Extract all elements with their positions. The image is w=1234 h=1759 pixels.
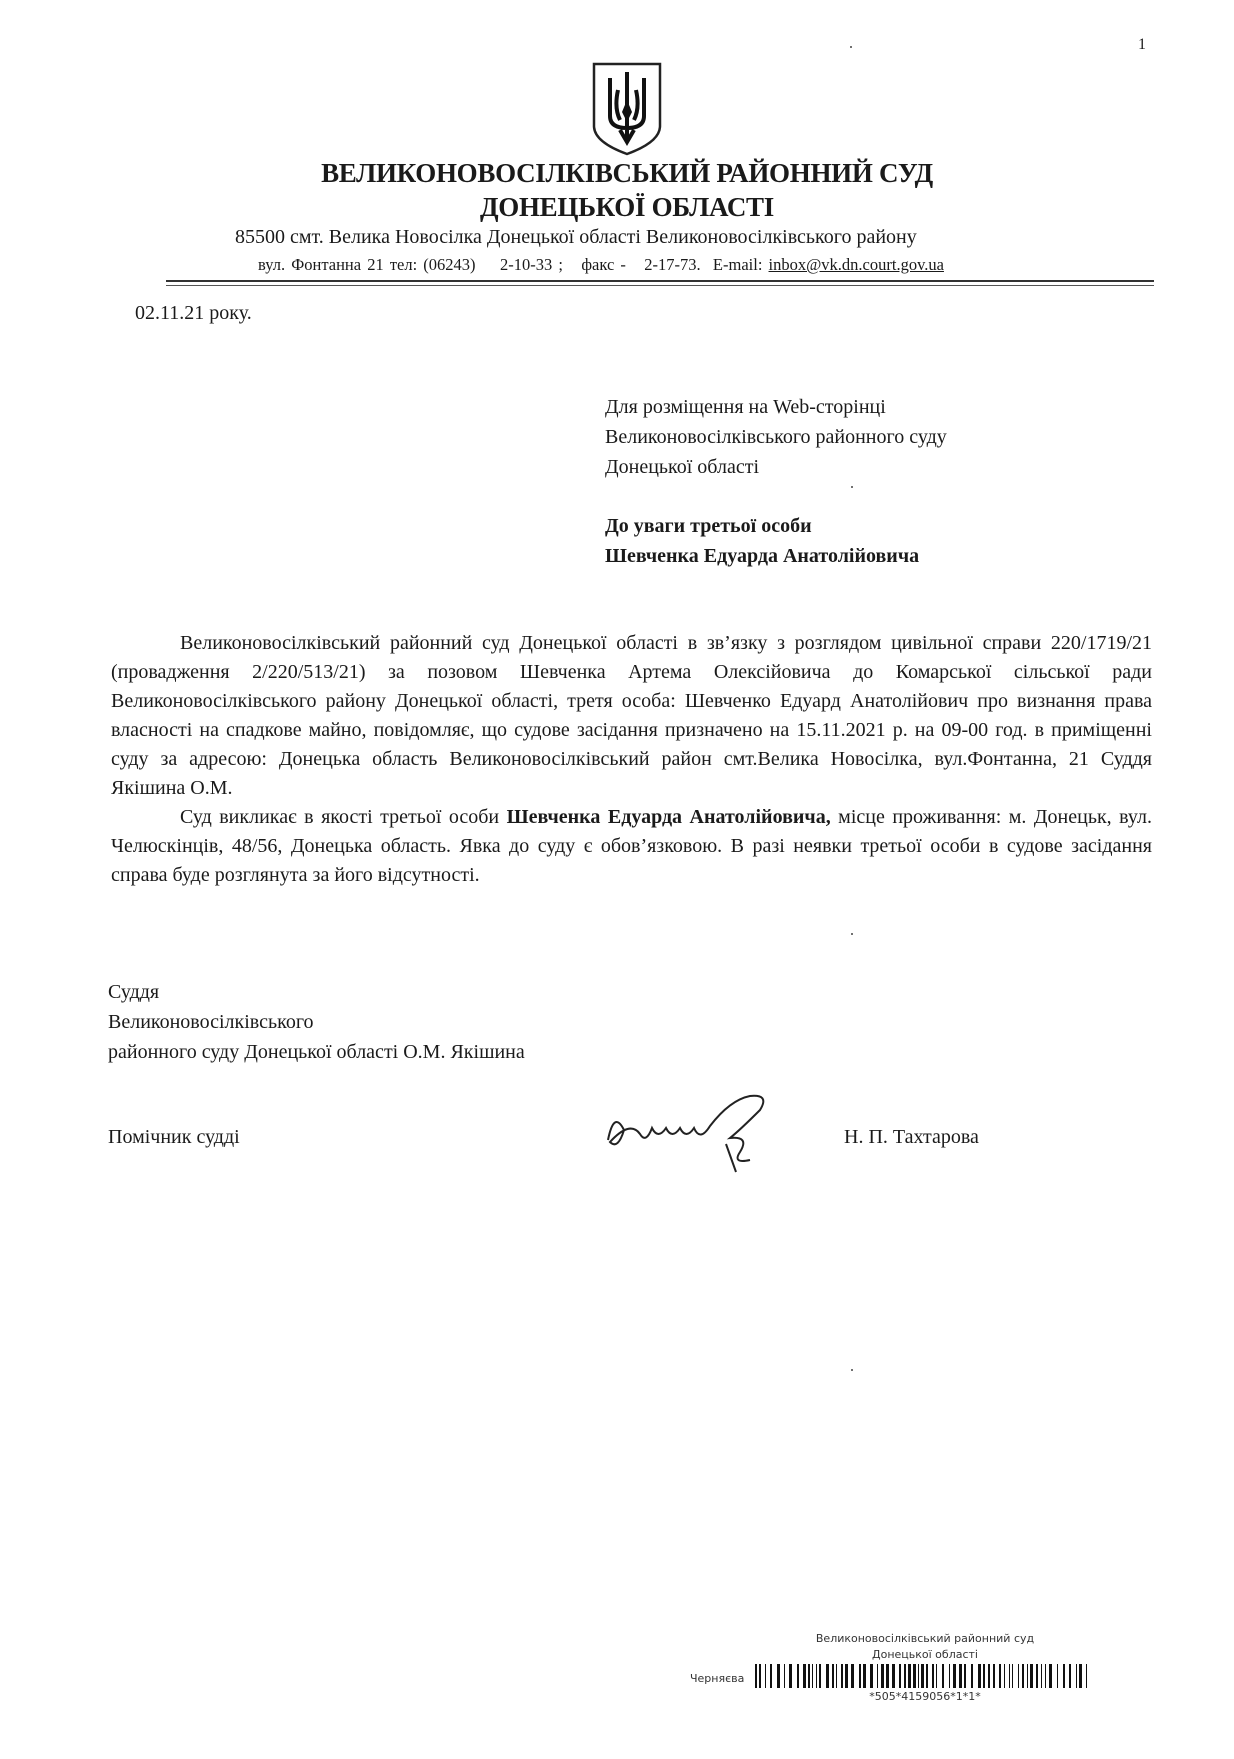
barcode-bar xyxy=(1076,1664,1077,1688)
judge-line: Великоновосілківського xyxy=(108,1011,314,1033)
body-paragraph xyxy=(111,803,1152,890)
barcode-bar xyxy=(881,1664,884,1688)
barcode-bar xyxy=(812,1664,813,1688)
handwritten-signature xyxy=(600,1090,780,1174)
barcode-bar xyxy=(870,1664,873,1688)
barcode-bar xyxy=(926,1664,928,1688)
barcode-bar xyxy=(1004,1664,1005,1688)
document-body xyxy=(111,629,1152,890)
court-name: ВЕЛИКОНОВОСІЛКІВСЬКИЙ РАЙОННИЙ СУД xyxy=(321,158,933,188)
scan-speck xyxy=(851,1369,853,1371)
judge-line: Суддя xyxy=(108,981,160,1003)
recipient-block xyxy=(605,392,947,482)
barcode-bar xyxy=(886,1664,889,1688)
barcode-bar xyxy=(953,1664,956,1688)
recipient-line: Для розміщення на Web-сторінці xyxy=(605,396,886,418)
document-date: 02.11.21 року. xyxy=(135,302,252,324)
barcode-bar xyxy=(877,1664,878,1688)
court-contacts xyxy=(258,255,944,275)
page-number: 1 xyxy=(1138,36,1146,53)
stamp-clerk-name: Черняєва xyxy=(690,1672,745,1685)
scan-speck xyxy=(851,933,853,935)
court-region: ДОНЕЦЬКОЇ ОБЛАСТІ xyxy=(480,192,774,222)
barcode-bar xyxy=(836,1664,837,1688)
paragraph-text: Суд викликає в якості третьої особи xyxy=(180,806,507,828)
barcode-bar xyxy=(832,1664,834,1688)
barcode-bar xyxy=(993,1664,995,1688)
stamp-region: Донецької області xyxy=(872,1648,978,1661)
barcode-bar xyxy=(770,1664,772,1688)
email-link[interactable]: inbox@vk.dn.court.gov.ua xyxy=(768,255,944,274)
barcode-bar xyxy=(949,1664,950,1688)
recipient-line: Великоновосілківського районного суду xyxy=(605,426,947,448)
barcode-bar xyxy=(1012,1664,1013,1688)
barcode-bar xyxy=(1009,1664,1010,1688)
contacts-text: вул. Фонтанна 21 тел: (06243) 2-10-33 ; факс - 2-17-73. E-mail: xyxy=(258,255,769,274)
barcode-bar xyxy=(892,1664,895,1688)
barcode-bar xyxy=(851,1664,854,1688)
barcode-bar xyxy=(999,1664,1001,1688)
barcode-bar xyxy=(777,1664,780,1688)
barcode-bar xyxy=(1079,1664,1082,1688)
barcode-bar xyxy=(1030,1664,1033,1688)
barcode-bar xyxy=(1086,1664,1087,1688)
third-party-name: Шевченка Едуарда Анатолійовича, xyxy=(506,806,831,828)
barcode-bar xyxy=(1041,1664,1042,1688)
barcode-bar xyxy=(797,1664,799,1688)
barcode-bar xyxy=(841,1664,843,1688)
barcode-bar xyxy=(908,1664,911,1688)
barcode-bar xyxy=(803,1664,806,1688)
barcode-bar xyxy=(921,1664,924,1688)
barcode-bar xyxy=(1018,1664,1019,1688)
barcode-bar xyxy=(1069,1664,1071,1688)
attention-line: До уваги третьої особи xyxy=(605,515,812,537)
barcode-bar xyxy=(784,1664,785,1688)
barcode-bar xyxy=(1045,1664,1046,1688)
barcode-bar xyxy=(918,1664,919,1688)
barcode-bar xyxy=(808,1664,810,1688)
barcode-bar xyxy=(1036,1664,1038,1688)
barcode-bar xyxy=(789,1664,792,1688)
barcode-bar xyxy=(819,1664,821,1688)
judge-signature-block xyxy=(108,977,525,1067)
barcode-bar xyxy=(826,1664,829,1688)
barcode-bar xyxy=(863,1664,866,1688)
barcode-bar xyxy=(904,1664,906,1688)
barcode-bar xyxy=(765,1664,766,1688)
barcode-bar xyxy=(978,1664,981,1688)
body-paragraph: Великоновосілківський районний суд Донецької області в зв’язку з розглядом цивільної справи 220/1719/21 (провадження 2/220/513/21) за позовом Шевченка Артема Олексійовича до Комарської сільської ради Великоновосілківського району Донецької області, третя особа: Шевченко Едуард Анатолійович про визнання права власності на спадкове майно, повідомляє, що судове засідання призначено на 15.11.2021 р. на 09-00 год. в приміщенні суду за адресою: Донецька область Великоновосілківський район смт.Велика Новосілка, вул.Фонтанна, 21 Суддя Якішина О.М. xyxy=(111,632,1152,799)
recipient-line: Донецької області xyxy=(605,456,760,478)
scan-speck xyxy=(850,46,852,48)
barcode-bar xyxy=(971,1664,973,1688)
barcode-bar xyxy=(1063,1664,1065,1688)
barcode-bar xyxy=(845,1664,848,1688)
barcode-bar xyxy=(755,1664,757,1688)
barcode-bar xyxy=(1049,1664,1052,1688)
scan-speck xyxy=(851,486,853,488)
barcode-bar xyxy=(1027,1664,1028,1688)
attention-name: Шевченка Едуарда Анатолійовича xyxy=(605,545,920,567)
assistant-label: Помічник судді xyxy=(108,1126,240,1148)
barcode xyxy=(755,1664,1095,1688)
judge-line: районного суду Донецької області О.М. Якішина xyxy=(108,1041,525,1063)
barcode-bar xyxy=(1022,1664,1024,1688)
barcode-bar xyxy=(959,1664,962,1688)
barcode-bar xyxy=(759,1664,761,1688)
attention-block xyxy=(605,511,919,571)
coat-of-arms-icon xyxy=(590,60,664,156)
assistant-name: Н. П. Тахтарова xyxy=(844,1126,979,1148)
barcode-bar xyxy=(1057,1664,1058,1688)
barcode-bar xyxy=(913,1664,916,1688)
barcode-number: *505*4159056*1*1* xyxy=(869,1690,981,1703)
header-divider xyxy=(166,280,1154,286)
barcode-bar xyxy=(932,1664,934,1688)
barcode-bar xyxy=(942,1664,944,1688)
barcode-bar xyxy=(899,1664,901,1688)
court-address: 85500 смт. Велика Новосілка Донецької області Великоновосілківського району xyxy=(235,226,917,248)
stamp-court: Великоновосілківський районний суд xyxy=(815,1632,1035,1645)
barcode-bar xyxy=(859,1664,861,1688)
paragraph-text: місце проживання: м. Донецьк, вул. Челюскінців, 48/56, Донецька область. Явка до суду є обов’язковою. В разі неявки третьої особи в судове засідання справа буде розглянута за його відсутності. xyxy=(111,806,1153,886)
barcode-bar xyxy=(816,1664,817,1688)
barcode-bar xyxy=(964,1664,966,1688)
barcode-bar xyxy=(988,1664,990,1688)
barcode-bar xyxy=(936,1664,937,1688)
barcode-bar xyxy=(983,1664,985,1688)
